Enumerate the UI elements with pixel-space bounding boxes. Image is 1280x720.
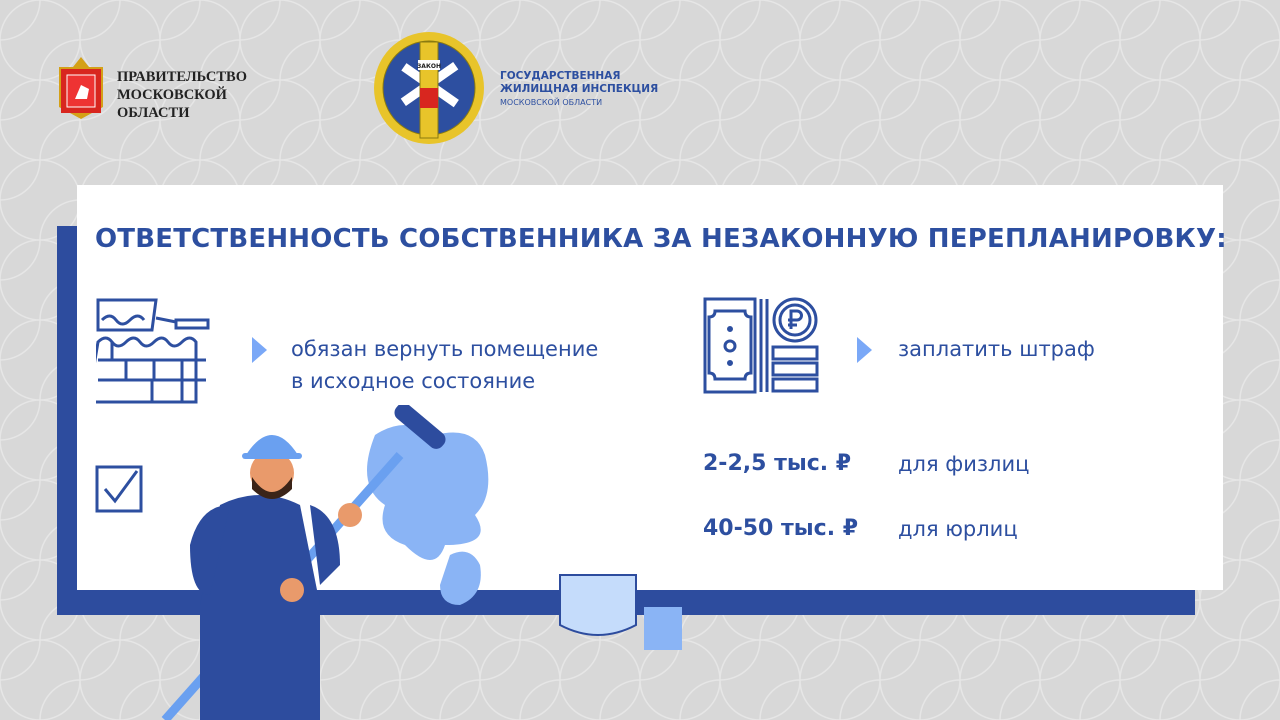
page-title: ОТВЕТСТВЕННОСТЬ СОБСТВЕННИКА ЗА НЕЗАКОННУЮ ПЕРЕПЛАНИРОВКУ: [95, 224, 1227, 254]
gov-text-line: ОБЛАСТИ [117, 105, 190, 121]
fine-label: заплатить штраф [898, 337, 1095, 361]
housing-inspection-logo-text [500, 70, 658, 109]
brick-wall-trowel-icon [96, 298, 212, 404]
obligation-line: обязан вернуть помещение [291, 337, 599, 361]
government-logo-text [117, 68, 247, 122]
gov-text-line: МОСКОВСКОЙ [117, 87, 227, 103]
paint-splash [440, 552, 481, 605]
gji-text-line: МОСКОВСКОЙ ОБЛАСТИ [500, 98, 603, 107]
fine-target-individuals: для физлиц [898, 452, 1030, 476]
moscow-region-coat-of-arms-icon [55, 55, 107, 120]
arrow-icon [252, 337, 267, 363]
gov-text-line: ПРАВИТЕЛЬСТВО [117, 69, 247, 85]
checkbox-checked-icon [95, 465, 143, 513]
worker-painting-illustration [160, 405, 700, 720]
housing-inspection-emblem-icon [372, 30, 487, 150]
fine-amount-legal-entities: 40-50 тыс. ₽ [703, 516, 859, 541]
obligation-text [291, 333, 598, 397]
arrow-icon [857, 337, 872, 363]
emblem-label: ЗАКОН [417, 63, 441, 70]
money-banknote-coins-icon [703, 297, 819, 395]
gji-text-line: ГОСУДАРСТВЕННАЯ [500, 70, 621, 82]
paint-splash [367, 425, 488, 560]
paint-bucket [560, 575, 636, 635]
fine-target-legal-entities: для юрлиц [898, 517, 1018, 541]
paint-can [644, 605, 682, 650]
obligation-line: в исходное состояние [291, 369, 536, 393]
gji-text-line: ЖИЛИЩНАЯ ИНСПЕКЦИЯ [500, 83, 659, 95]
fine-amount-individuals: 2-2,5 тыс. ₽ [703, 451, 852, 476]
